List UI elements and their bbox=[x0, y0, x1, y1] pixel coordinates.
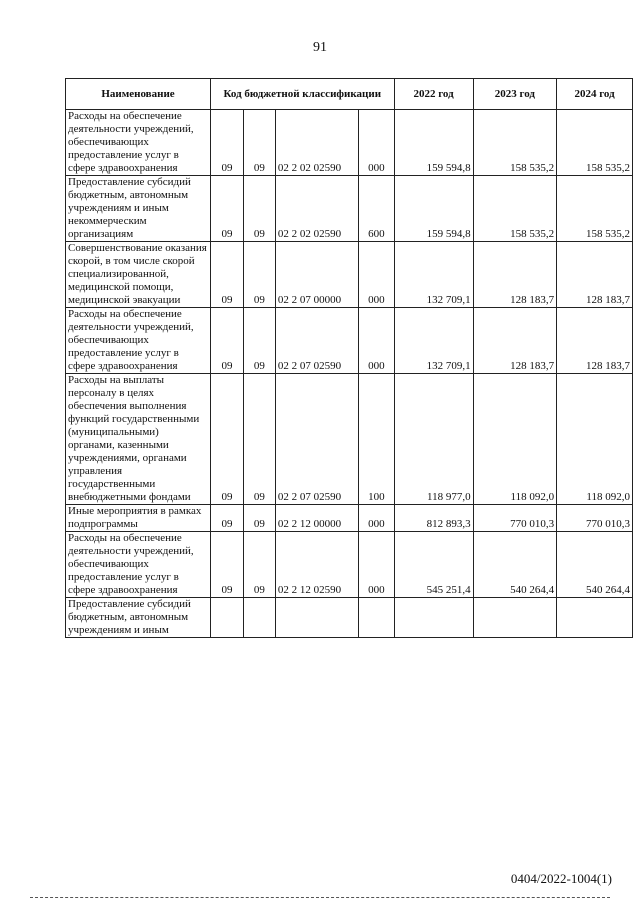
row-subsection-code: 09 bbox=[243, 176, 275, 242]
row-expense-type-code: 000 bbox=[359, 308, 394, 374]
row-value-2023: 128 183,7 bbox=[473, 242, 557, 308]
row-target-code: 02 2 02 02590 bbox=[275, 110, 359, 176]
table-row bbox=[66, 505, 633, 532]
row-value-2024: 118 092,0 bbox=[557, 374, 633, 505]
row-value-2024: 128 183,7 bbox=[557, 242, 633, 308]
row-value-2024: 158 535,2 bbox=[557, 110, 633, 176]
table-row bbox=[66, 176, 633, 242]
row-value-2022: 132 709,1 bbox=[394, 242, 473, 308]
row-value-2022 bbox=[394, 598, 473, 638]
row-value-2023: 158 535,2 bbox=[473, 110, 557, 176]
row-value-2022: 545 251,4 bbox=[394, 532, 473, 598]
row-expense-type-code bbox=[359, 598, 394, 638]
row-name-cell: Расходы на обеспечение деятельности учреждений, обеспечивающих предоставление услуг в сфере здравоохранения bbox=[66, 110, 211, 176]
row-name-cell: Совершенствование оказания скорой, в том числе скорой специализированной, медицинской помощи, медицинской эвакуации bbox=[66, 242, 211, 308]
row-value-2022: 812 893,3 bbox=[394, 505, 473, 532]
row-section-code: 09 bbox=[211, 532, 244, 598]
row-value-2024 bbox=[557, 598, 633, 638]
row-expense-type-code: 000 bbox=[359, 110, 394, 176]
row-subsection-code: 09 bbox=[243, 110, 275, 176]
row-subsection-code: 09 bbox=[243, 505, 275, 532]
row-value-2024: 158 535,2 bbox=[557, 176, 633, 242]
header-2024: 2024 год bbox=[557, 79, 633, 110]
page-number: 91 bbox=[313, 40, 327, 55]
row-value-2023: 118 092,0 bbox=[473, 374, 557, 505]
row-name-cell: Расходы на обеспечение деятельности учреждений, обеспечивающих предоставление услуг в сфере здравоохранения bbox=[66, 308, 211, 374]
row-section-code: 09 bbox=[211, 110, 244, 176]
table-header-row bbox=[66, 79, 633, 110]
row-expense-type-code: 600 bbox=[359, 176, 394, 242]
row-section-code: 09 bbox=[211, 242, 244, 308]
row-name-cell: Расходы на выплаты персоналу в целях обеспечения выполнения функций государственными (муниципальными) органами, казенными учреждениями, органами управления государственными внебюджетными фондами bbox=[66, 374, 211, 505]
row-subsection-code: 09 bbox=[243, 374, 275, 505]
row-value-2023 bbox=[473, 598, 557, 638]
row-target-code: 02 2 02 02590 bbox=[275, 176, 359, 242]
header-code: Код бюджетной классификации bbox=[211, 79, 394, 110]
table-row bbox=[66, 242, 633, 308]
row-subsection-code: 09 bbox=[243, 242, 275, 308]
row-value-2024: 770 010,3 bbox=[557, 505, 633, 532]
row-subsection-code bbox=[243, 598, 275, 638]
table-row bbox=[66, 374, 633, 505]
document-code: 0404/2022-1004(1) bbox=[510, 871, 612, 886]
row-name-cell: Расходы на обеспечение деятельности учреждений, обеспечивающих предоставление услуг в сфере здравоохранения bbox=[66, 532, 211, 598]
row-value-2022: 159 594,8 bbox=[394, 176, 473, 242]
row-target-code: 02 2 07 02590 bbox=[275, 308, 359, 374]
row-expense-type-code: 000 bbox=[359, 532, 394, 598]
row-name-cell: Иные мероприятия в рамках подпрограммы bbox=[66, 505, 211, 532]
table-row bbox=[66, 308, 633, 374]
row-target-code: 02 2 07 00000 bbox=[275, 242, 359, 308]
table-row bbox=[66, 110, 633, 176]
row-name-cell: Предоставление субсидий бюджетным, автономным учреждениям и иным некоммерческим организациям bbox=[66, 176, 211, 242]
budget-table bbox=[65, 78, 633, 638]
row-target-code: 02 2 12 02590 bbox=[275, 532, 359, 598]
row-value-2022: 159 594,8 bbox=[394, 110, 473, 176]
row-value-2023: 128 183,7 bbox=[473, 308, 557, 374]
row-target-code: 02 2 12 00000 bbox=[275, 505, 359, 532]
row-value-2024: 540 264,4 bbox=[557, 532, 633, 598]
row-section-code: 09 bbox=[211, 308, 244, 374]
table-body bbox=[66, 110, 633, 638]
table-row bbox=[66, 598, 633, 638]
row-subsection-code: 09 bbox=[243, 308, 275, 374]
row-section-code: 09 bbox=[211, 374, 244, 505]
header-2022: 2022 год bbox=[394, 79, 473, 110]
row-expense-type-code: 000 bbox=[359, 505, 394, 532]
row-name-cell: Предоставление субсидий бюджетным, автономным учреждениям и иным bbox=[66, 598, 211, 638]
row-value-2023: 158 535,2 bbox=[473, 176, 557, 242]
row-value-2022: 118 977,0 bbox=[394, 374, 473, 505]
row-expense-type-code: 100 bbox=[359, 374, 394, 505]
table-row bbox=[66, 532, 633, 598]
row-section-code bbox=[211, 598, 244, 638]
row-subsection-code: 09 bbox=[243, 532, 275, 598]
bottom-divider bbox=[30, 897, 610, 898]
row-value-2022: 132 709,1 bbox=[394, 308, 473, 374]
row-value-2023: 770 010,3 bbox=[473, 505, 557, 532]
row-section-code: 09 bbox=[211, 505, 244, 532]
row-expense-type-code: 000 bbox=[359, 242, 394, 308]
row-value-2024: 128 183,7 bbox=[557, 308, 633, 374]
row-target-code bbox=[275, 598, 359, 638]
header-2023: 2023 год bbox=[473, 79, 557, 110]
row-section-code: 09 bbox=[211, 176, 244, 242]
header-name: Наименование bbox=[66, 79, 211, 110]
row-target-code: 02 2 07 02590 bbox=[275, 374, 359, 505]
row-value-2023: 540 264,4 bbox=[473, 532, 557, 598]
